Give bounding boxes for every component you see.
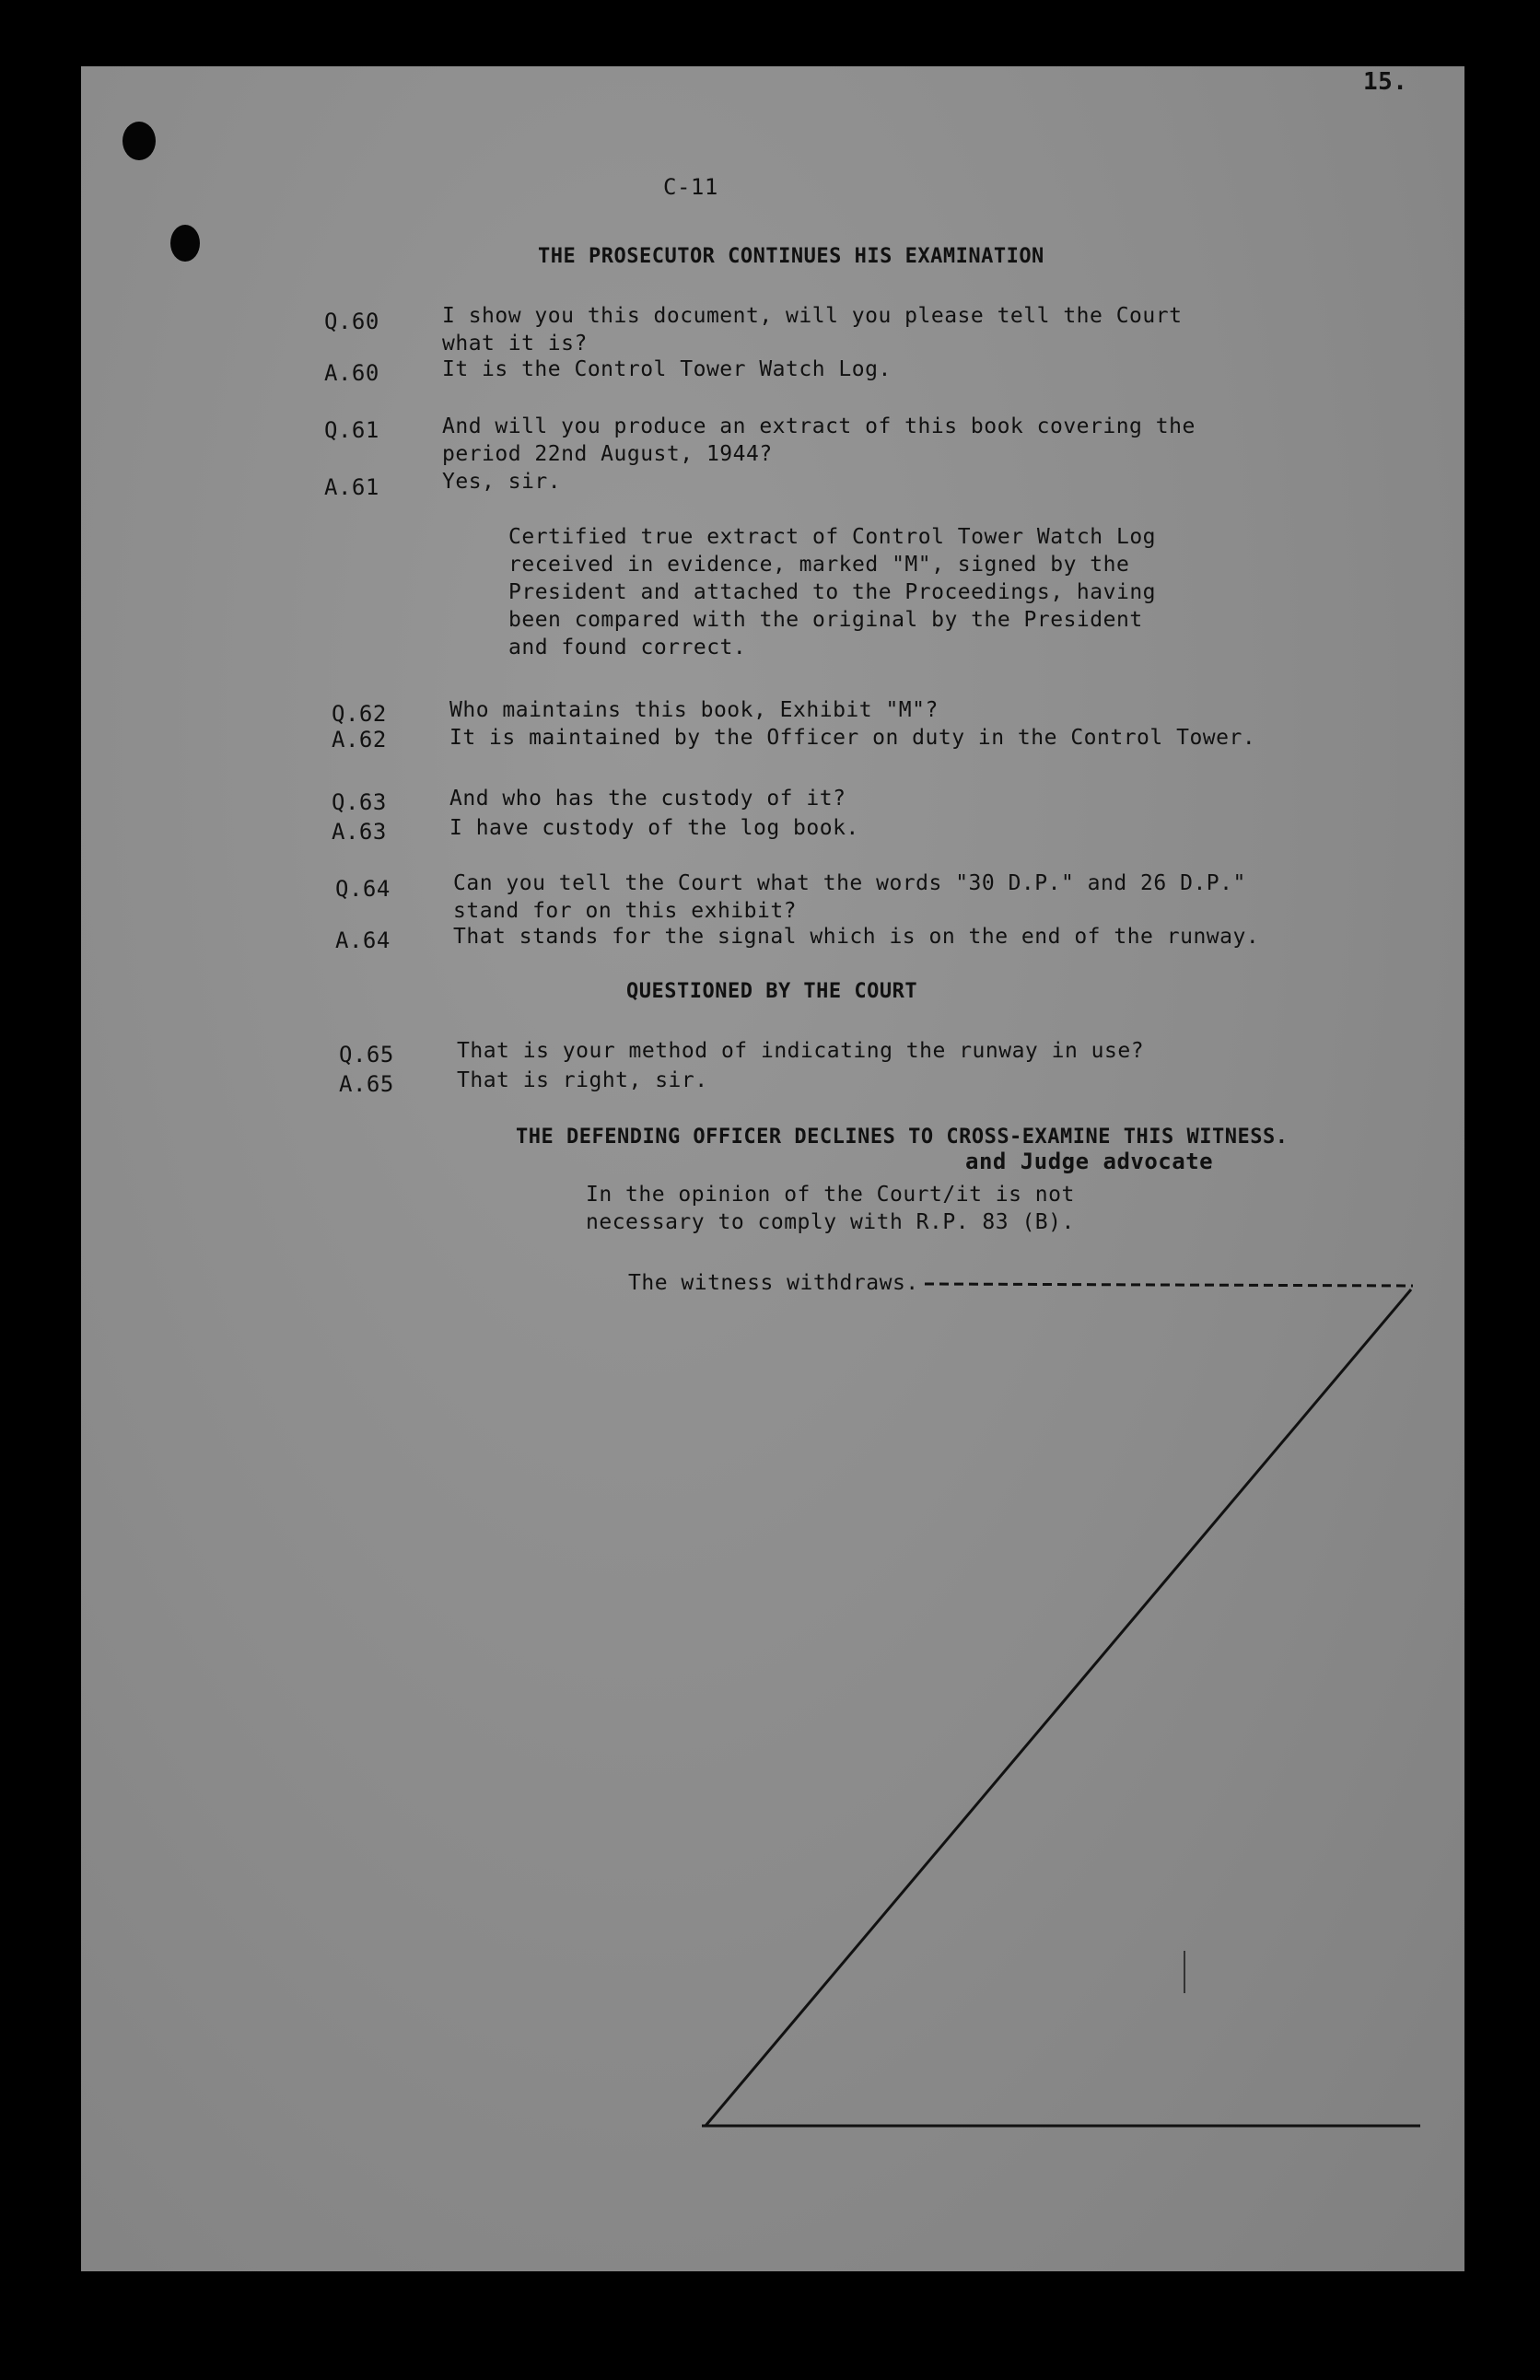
qa-text: Can you tell the Court what the words "30 D.P." and 26 D.P." <box>453 871 1246 895</box>
opinion-line: necessary to comply with R.P. 83 (B). <box>586 1210 1075 1234</box>
qa-label: Q.64 <box>335 876 391 902</box>
qa-text: Who maintains this book, Exhibit "M"? <box>449 698 939 722</box>
qa-text: That is your method of indicating the runway in use? <box>457 1039 1145 1063</box>
qa-text: I have custody of the log book. <box>449 816 859 840</box>
certified-note-line: President and attached to the Proceedings, having <box>508 580 1157 604</box>
page-number: 15. <box>1363 68 1408 96</box>
certified-note-line: received in evidence, marked "M", signed by the <box>508 553 1130 577</box>
certified-note-line: Certified true extract of Control Tower Watch Log <box>508 525 1157 549</box>
qa-text: I show you this document, will you please tell the Court <box>442 304 1183 328</box>
qa-label: A.64 <box>335 928 391 953</box>
court-heading: QUESTIONED BY THE COURT <box>626 980 918 1003</box>
qa-label: A.60 <box>324 360 379 386</box>
qa-label: Q.63 <box>332 789 387 815</box>
qa-text: period 22nd August, 1944? <box>442 442 773 466</box>
document-page <box>81 66 1464 2271</box>
section-heading: THE PROSECUTOR CONTINUES HIS EXAMINATION <box>538 245 1044 268</box>
qa-label: Q.61 <box>324 417 379 443</box>
qa-text: And will you produce an extract of this book covering the <box>442 414 1196 438</box>
certified-note-line: been compared with the original by the President <box>508 608 1143 632</box>
handwritten-insert: and Judge advocate <box>965 1149 1214 1174</box>
qa-label: A.62 <box>332 727 387 752</box>
qa-label: A.65 <box>339 1071 394 1097</box>
qa-label: A.61 <box>324 474 379 500</box>
qa-label: Q.60 <box>324 309 379 334</box>
qa-text: stand for on this exhibit? <box>453 899 798 923</box>
qa-label: Q.62 <box>332 701 387 727</box>
document-code: C-11 <box>663 174 718 200</box>
opinion-line: In the opinion of the Court/it is not <box>586 1183 1075 1207</box>
qa-text: It is maintained by the Officer on duty in the Control Tower. <box>449 726 1256 750</box>
qa-text: Yes, sir. <box>442 470 562 494</box>
defending-officer-line: THE DEFENDING OFFICER DECLINES TO CROSS-EXAMINE THIS WITNESS. <box>516 1126 1289 1149</box>
qa-text: And who has the custody of it? <box>449 787 846 811</box>
qa-text: That stands for the signal which is on the end of the runway. <box>453 925 1260 949</box>
qa-text: what it is? <box>442 332 588 356</box>
cancellation-strike <box>81 66 1464 2271</box>
certified-note-line: and found correct. <box>508 636 747 659</box>
qa-label: A.63 <box>332 819 387 845</box>
qa-text: It is the Control Tower Watch Log. <box>442 357 892 381</box>
qa-label: Q.65 <box>339 1042 394 1068</box>
qa-text: That is right, sir. <box>457 1068 708 1092</box>
withdraws-line: The witness withdraws. <box>628 1271 919 1295</box>
